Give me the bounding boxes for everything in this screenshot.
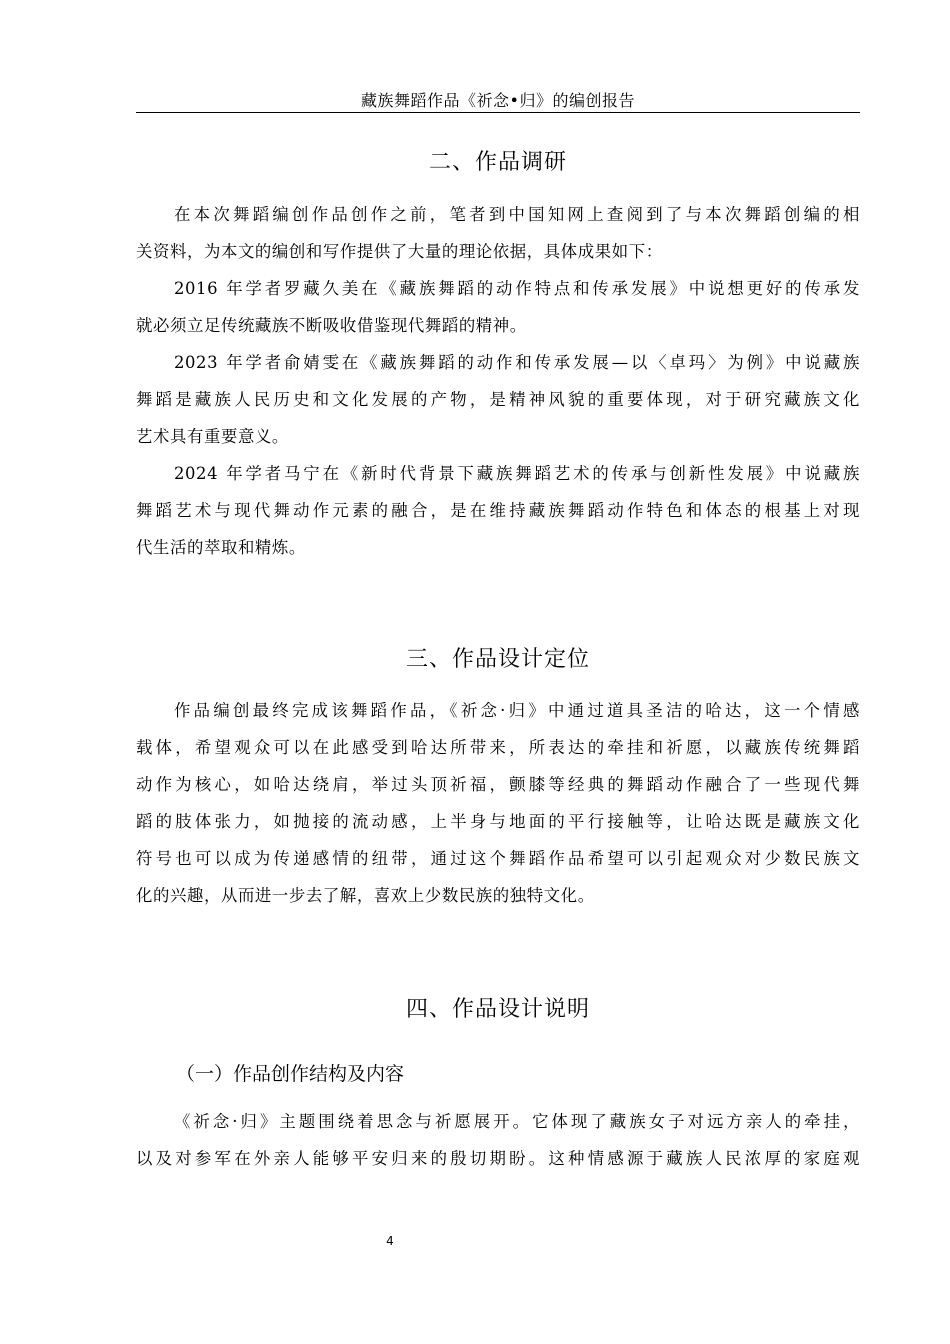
page-header-title: 藏族舞蹈作品《祈念•归》的编创报告 (361, 91, 635, 110)
paragraph-research-2016 (136, 270, 860, 344)
paragraph-research-2023 (136, 344, 860, 455)
text-line: 艺术具有重要意义。 (136, 427, 289, 446)
section-title-research: 二、作品调研 (428, 150, 567, 175)
text-line: 就必须立足传统藏族不断吸收借鉴现代舞蹈的精神。 (136, 316, 527, 335)
text-line: 《祈念·归》主题围绕着思念与祈愿展开。它体现了藏族女子对远方亲人的牵挂， (174, 1112, 860, 1131)
header-divider (136, 112, 860, 113)
text-line: 关资料，为本文的编创和写作提供了大量的理论依据，具体成果如下： (136, 242, 663, 261)
text-line: 代生活的萃取和精炼。 (136, 538, 306, 557)
text-line: 2016 年学者罗藏久美在《藏族舞蹈的动作特点和传承发展》中说想更好的传承发 (174, 279, 860, 298)
text-line: 作品编创最终完成该舞蹈作品，《祈念·归》中通过道具圣洁的哈达，这一个情感 (174, 701, 860, 720)
paragraph-structure-content (136, 1103, 860, 1177)
text-line: 在本次舞蹈编创作品创作之前，笔者到中国知网上查阅到了与本次舞蹈创编的相 (174, 205, 860, 224)
paragraph-research-2024 (136, 455, 860, 566)
text-line: 蹈的肢体张力，如抛接的流动感，上半身与地面的平行接触等，让哈达既是藏族文化 (136, 812, 860, 831)
paragraph-research-intro (136, 196, 860, 270)
page-number: 4 (386, 1234, 394, 1248)
text-line: 载体，希望观众可以在此感受到哈达所带来，所表达的牵挂和祈愿，以藏族传统舞蹈 (136, 738, 860, 757)
text-line: 2023 年学者俞婧雯在《藏族舞蹈的动作和传承发展—以〈卓玛〉为例》中说藏族 (174, 353, 860, 372)
section-title-design-description: 四、作品设计说明 (405, 997, 590, 1022)
text-line: 舞蹈是藏族人民历史和文化发展的产物，是精神风貌的重要体现，对于研究藏族文化 (136, 390, 860, 409)
text-line: 符号也可以成为传递感情的纽带，通过这个舞蹈作品希望可以引起观众对少数民族文 (136, 849, 860, 868)
text-line: 2024 年学者马宁在《新时代背景下藏族舞蹈艺术的传承与创新性发展》中说藏族 (174, 464, 860, 483)
paragraph-design-positioning (136, 692, 860, 914)
text-line: 动作为核心，如哈达绕肩，举过头顶祈福，颤膝等经典的舞蹈动作融合了一些现代舞 (136, 775, 860, 794)
section-title-design-positioning: 三、作品设计定位 (405, 647, 590, 672)
text-line: 化的兴趣，从而进一步去了解，喜欢上少数民族的独特文化。 (136, 886, 595, 905)
subsection-title-structure: （一）作品创作结构及内容 (176, 1063, 405, 1085)
text-line: 以及对参军在外亲人能够平安归来的殷切期盼。这种情感源于藏族人民浓厚的家庭观 (136, 1149, 860, 1168)
text-line: 舞蹈艺术与现代舞动作元素的融合，是在维持藏族舞蹈动作特色和体态的根基上对现 (136, 501, 860, 520)
